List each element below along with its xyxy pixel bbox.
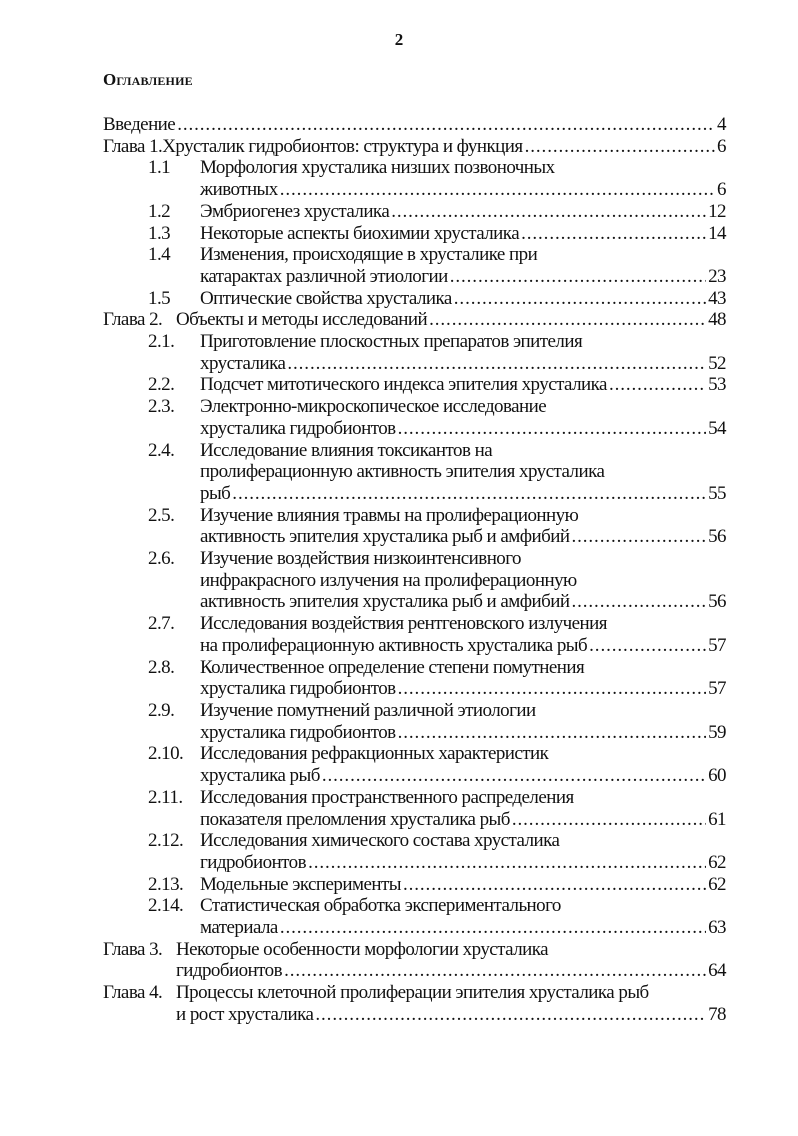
dot-leader: [571, 526, 706, 548]
entry-title: Изучение воздействия низкоинтенсивного: [200, 548, 521, 570]
dot-leader: [308, 852, 706, 874]
entry-title: хрусталика гидробионтов: [200, 678, 396, 700]
toc-subsection-entry[interactable]: [103, 613, 726, 656]
toc-line: [200, 440, 726, 462]
entry-title: хрусталика гидробионтов: [200, 721, 396, 743]
toc-line: [200, 505, 726, 527]
dot-leader: [512, 809, 706, 831]
entry-title: рыб: [200, 482, 231, 504]
entry-title: Введение: [103, 114, 176, 135]
dot-leader: [287, 353, 706, 375]
page-ref[interactable]: 52: [708, 352, 726, 374]
toc-subsection-entry[interactable]: [103, 895, 726, 938]
entry-title: Хрусталик гидробионтов: структура и функция: [162, 135, 523, 157]
dot-leader: [232, 483, 706, 505]
page-ref[interactable]: 6: [717, 135, 726, 157]
toc-line: [176, 309, 726, 331]
dot-leader: [521, 223, 706, 245]
dot-leader: [280, 179, 715, 201]
dot-leader: [315, 1004, 706, 1026]
toc-line: [200, 570, 726, 592]
section-number: 1.4: [148, 244, 171, 266]
section-number: 2.14.: [148, 895, 184, 917]
toc-chapter-entry[interactable]: [103, 939, 726, 982]
toc-line: [176, 1004, 726, 1026]
toc-line: [200, 201, 726, 223]
page-ref[interactable]: 63: [708, 917, 726, 939]
entry-title: Оптические свойства хрусталика: [200, 287, 452, 309]
toc-subsection-entry[interactable]: [103, 787, 726, 830]
section-number: 1.2: [148, 200, 171, 222]
toc-subsection-entry[interactable]: [103, 743, 726, 786]
toc-line: [200, 787, 726, 809]
page-ref[interactable]: 56: [708, 591, 726, 613]
entry-title: Процессы клеточной пролиферации эпителия хрусталика рыб: [176, 982, 649, 1004]
entry-title: и рост хрусталика: [176, 1003, 314, 1025]
dot-leader: [391, 201, 706, 223]
toc-subsection-entry[interactable]: [103, 331, 726, 374]
toc-line: [200, 353, 726, 375]
entry-title: Некоторые аспекты биохимии хрусталика: [200, 222, 520, 244]
section-number: 1.5: [148, 287, 171, 309]
section-number: 2.11.: [148, 786, 183, 808]
toc-subsection-entry[interactable]: [103, 374, 726, 396]
toc-line: [200, 331, 726, 353]
entry-title: активность эпителия хрусталика рыб и амфибий: [200, 526, 570, 548]
toc-line: [200, 526, 726, 548]
entry-title: катарактах различной этиологии: [200, 265, 448, 287]
page-number: 2: [394, 30, 404, 49]
entry-title: активность эпителия хрусталика рыб и амфибий: [200, 591, 570, 613]
entry-title: Исследование влияния токсикантов на: [200, 439, 493, 461]
toc-subsection-entry[interactable]: [103, 874, 726, 896]
entry-title: пролиферационную активность эпителия хрусталика: [200, 461, 605, 483]
section-number: 2.9.: [148, 699, 175, 721]
page-ref[interactable]: 53: [708, 374, 726, 396]
toc-line: [176, 982, 726, 1004]
entry-title: Некоторые особенности морфологии хрусталика: [176, 938, 549, 960]
toc-subsection-entry[interactable]: [103, 830, 726, 873]
toc-line: [200, 635, 726, 657]
toc-line: [200, 548, 726, 570]
section-number: 2.12.: [148, 830, 184, 852]
section-number: 1.3: [148, 222, 171, 244]
page-ref[interactable]: 4: [717, 114, 726, 135]
toc-line: [200, 917, 726, 939]
toc-line: [200, 244, 726, 266]
dot-leader: [609, 374, 706, 396]
entry-title: Эмбриогенез хрусталика: [200, 200, 390, 222]
toc-line: [103, 114, 726, 136]
entry-title: материала: [200, 917, 278, 939]
dot-leader: [322, 765, 706, 787]
toc-line: [200, 396, 726, 418]
toc-subsection-entry[interactable]: [103, 657, 726, 700]
page-ref[interactable]: 57: [708, 678, 726, 700]
dot-leader: [450, 266, 706, 288]
dot-leader: [589, 635, 706, 657]
page-ref[interactable]: 12: [708, 200, 726, 222]
dot-leader: [525, 136, 715, 158]
entry-title: инфракрасного излучения на пролиферационную: [200, 569, 577, 591]
toc-line: [200, 895, 726, 917]
toc-subsection-entry[interactable]: [103, 396, 726, 439]
toc-subsection-entry[interactable]: [103, 201, 726, 223]
toc-line: [200, 223, 726, 245]
entry-title: хрусталика: [200, 352, 286, 374]
page-ref[interactable]: 57: [708, 634, 726, 656]
section-number: 2.6.: [148, 548, 175, 570]
section-number: 2.7.: [148, 613, 175, 635]
entry-title: Исследования воздействия рентгеновского излучения: [200, 613, 607, 635]
toc-title: Оглавление: [103, 70, 193, 89]
entry-title: Изучение влияния травмы на пролиферационную: [200, 504, 579, 526]
page-ref[interactable]: 6: [717, 179, 726, 201]
section-number: 2.4.: [148, 439, 175, 461]
page-ref[interactable]: 56: [708, 526, 726, 548]
toc-line: [200, 266, 726, 288]
page-ref[interactable]: 64: [708, 960, 726, 982]
entry-title: Морфология хрусталика низших позвоночных: [200, 157, 555, 179]
toc-line: [200, 374, 726, 396]
entry-title: Объекты и методы исследований: [176, 309, 428, 331]
section-number: Глава 2.: [103, 309, 163, 331]
section-number: Глава 1.: [103, 135, 163, 157]
entry-title: Подсчет митотического индекса эпителия хрусталика: [200, 374, 607, 396]
toc-chapter-entry[interactable]: [103, 982, 726, 1025]
toc-line: [200, 157, 726, 179]
toc-line: [200, 809, 726, 831]
page-ref[interactable]: 59: [708, 721, 726, 743]
entry-title: Исследования пространственного распределения: [200, 786, 574, 808]
entry-title: хрусталика гидробионтов: [200, 417, 396, 439]
entry-title: Статистическая обработка экспериментального: [200, 895, 561, 917]
page-ref[interactable]: 43: [708, 287, 726, 309]
toc-line: [200, 722, 726, 744]
section-number: 2.5.: [148, 504, 175, 526]
toc-subsection-entry[interactable]: [103, 700, 726, 743]
section-number: 2.8.: [148, 656, 175, 678]
entry-title: Модельные эксперименты: [200, 873, 401, 895]
section-number: 2.2.: [148, 374, 175, 396]
toc-line: [200, 852, 726, 874]
page-ref[interactable]: 60: [708, 765, 726, 787]
dot-leader: [403, 874, 706, 896]
toc-line: [176, 939, 726, 961]
dot-leader: [571, 591, 706, 613]
dot-leader: [454, 288, 706, 310]
toc-line: [200, 591, 726, 613]
toc-line: [176, 960, 726, 982]
dot-leader: [280, 917, 706, 939]
entry-title: Изменения, происходящие в хрусталике при: [200, 244, 538, 266]
toc-line: [200, 765, 726, 787]
entry-title: на пролиферационную активность хрусталика рыб: [200, 634, 588, 656]
section-number: Глава 4.: [103, 982, 163, 1004]
toc-subsection-entry[interactable]: [103, 505, 726, 548]
toc-subsection-entry[interactable]: [103, 157, 726, 200]
entry-title: гидробионтов: [176, 960, 283, 982]
toc-line: [200, 179, 726, 201]
toc-line: [200, 461, 726, 483]
toc-line: [200, 678, 726, 700]
entry-title: Исследования рефракционных характеристик: [200, 743, 549, 765]
page-ref[interactable]: 62: [708, 873, 726, 895]
toc-line: [200, 483, 726, 505]
page-ref[interactable]: 14: [708, 222, 726, 244]
toc-line: [200, 874, 726, 896]
page-ref[interactable]: 78: [708, 1003, 726, 1025]
entry-title: хрусталика рыб: [200, 765, 320, 787]
dot-leader: [429, 309, 706, 331]
toc-chapter-entry[interactable]: [103, 309, 726, 331]
page-ref[interactable]: 23: [708, 265, 726, 287]
toc-chapter-entry[interactable]: [103, 136, 726, 158]
section-number: 2.10.: [148, 743, 184, 765]
toc-line: [200, 613, 726, 635]
toc-subsection-entry[interactable]: [103, 244, 726, 287]
dot-leader: [398, 418, 706, 440]
toc-subsection-entry[interactable]: [103, 288, 726, 310]
entry-title: Приготовление плоскостных препаратов эпителия: [200, 331, 583, 353]
section-number: 1.1: [148, 157, 171, 179]
dot-leader: [398, 678, 706, 700]
toc-line: [200, 830, 726, 852]
toc-line: [200, 743, 726, 765]
page-ref[interactable]: 61: [708, 808, 726, 830]
page-ref[interactable]: 55: [708, 482, 726, 504]
toc-line: [103, 136, 726, 158]
section-number: Глава 3.: [103, 938, 163, 960]
entry-title: показателя преломления хрусталика рыб: [200, 808, 510, 830]
toc-line: [200, 700, 726, 722]
page-ref[interactable]: 48: [708, 309, 726, 331]
entry-title: Изучение помутнений различной этиологии: [200, 699, 536, 721]
dot-leader: [284, 960, 706, 982]
section-number: 2.1.: [148, 331, 175, 353]
toc-subsection-entry[interactable]: [103, 223, 726, 245]
dot-leader: [177, 114, 715, 136]
dot-leader: [398, 722, 706, 744]
toc-line: [200, 657, 726, 679]
section-number: 2.3.: [148, 396, 175, 418]
toc-subsection-entry[interactable]: [103, 440, 726, 505]
page-ref[interactable]: 54: [708, 417, 726, 439]
toc-line: [200, 288, 726, 310]
entry-title: Электронно-микроскопическое исследование: [200, 396, 547, 418]
entry-title: Исследования химического состава хрусталика: [200, 830, 560, 852]
toc-line: [200, 418, 726, 440]
toc-chapter-entry[interactable]: [103, 114, 726, 136]
entry-title: гидробионтов: [200, 851, 307, 873]
entry-title: животных: [200, 179, 278, 201]
toc-subsection-entry[interactable]: [103, 548, 726, 613]
entry-title: Количественное определение степени помутнения: [200, 656, 585, 678]
section-number: 2.13.: [148, 873, 184, 895]
page-ref[interactable]: 62: [708, 851, 726, 873]
table-of-contents: [103, 114, 726, 1026]
